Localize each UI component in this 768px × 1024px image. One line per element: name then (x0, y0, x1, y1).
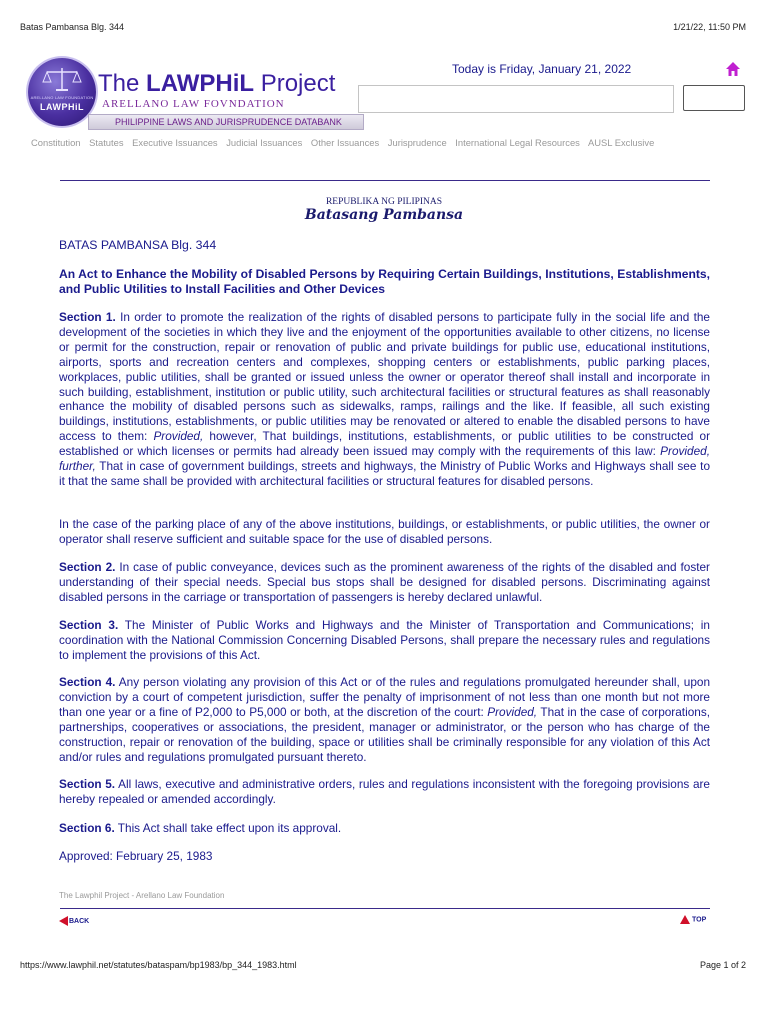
parking-paragraph (59, 517, 710, 547)
today-date: Today is Friday, January 21, 2022 (452, 62, 632, 76)
section-2-label: Section 2. (59, 560, 116, 574)
section-6-paragraph (59, 821, 710, 836)
section-5-label: Section 5. (59, 777, 116, 791)
print-footer (20, 960, 746, 974)
bottom-divider (60, 908, 710, 909)
nav-item-constitution[interactable]: Constitution (31, 137, 81, 148)
print-datetime: 1/21/22, 11:50 PM (673, 22, 746, 32)
act-number: BATAS PAMBANSA Blg. 344 (59, 238, 217, 252)
top-label: TOP (692, 916, 707, 924)
section-2-paragraph (59, 560, 710, 605)
site-subtitle: ARELLANO LAW FOVNDATION (102, 98, 285, 110)
section-5-text: All laws, executive and administrative orders, rules and regulations inconsistent with the foregoing provisions are hereby repealed or amended accordingly. (59, 777, 710, 806)
act-title: An Act to Enhance the Mobility of Disabled Persons by Requiring Certain Buildings, Institutions, Establishments, and Public Utilities to Install Facilities and Other Devices (59, 267, 710, 296)
print-header (20, 22, 746, 36)
site-tagline: PHILIPPINE LAWS AND JURISPRUDENCE DATABANK (115, 117, 342, 127)
section-1-label: Section 1. (59, 310, 116, 324)
nav-item-executive-issuances[interactable]: Executive Issuances (132, 137, 218, 148)
section-4-label: Section 4. (59, 675, 116, 689)
print-title: Batas Pambansa Blg. 344 (20, 22, 125, 32)
section-1-text-c: That in case of government buildings, streets and highways, the Ministry of Public Works and Highways shall see to it that the same shall be provided with architectural facilities or structural features for disabled persons. (59, 459, 710, 488)
print-url: https://www.lawphil.net/statutes/bataspam/bp1983/bp_344_1983.html (20, 960, 297, 970)
section-2-text: In case of public conveyance, devices such as the prominent awareness of the rights of the disabled and foster understanding of their special needs. Special bus stops shall be designed for disabled persons. Discriminating against disabled persons in the carriage or transportation of passengers is hereby declared unlawful. (59, 560, 710, 604)
nav-item-statutes[interactable]: Statutes (89, 137, 124, 148)
home-icon[interactable] (725, 61, 741, 77)
parking-text: In the case of the parking place of any of the above institutions, buildings, or establishments, or public utilities, the owner or operator shall reserve sufficient and suitable space for the use of disabled persons. (59, 517, 710, 546)
site-title (98, 70, 335, 98)
section-4-text-a: Any person violating any provision of this Act or of the rules and regulations promulgated hereunder shall, upon conviction by a court of competent jurisdiction, suffer the penalty of imprisonment of not less than one month but not more than one year or a fine of P2,000 to P5,000 or both, at the discretion of the court: (59, 675, 710, 719)
site-title-bold: LAWPHiL (146, 70, 255, 97)
section-1-provided: Provided, (153, 429, 204, 444)
section-3-text: The Minister of Public Works and Highways and the Minister of Transportation and Communications; in coordination with the National Commission Concerning Disabled Persons, shall prepare the necessary rules and regulations to implement the provisions of this Act. (59, 618, 710, 662)
search-button[interactable] (683, 85, 745, 111)
approved-date: Approved: February 25, 1983 (59, 849, 213, 863)
section-6-label: Section 6. (59, 821, 115, 835)
site-tagline-bar (88, 114, 364, 130)
top-divider (60, 180, 710, 181)
main-nav (31, 137, 660, 148)
site-title-suffix: Project (254, 70, 336, 97)
nav-item-judicial-issuances[interactable]: Judicial Issuances (226, 137, 303, 148)
batasang-pambansa-heading: Batasang Pambansa (304, 207, 464, 223)
republic-heading: REPUBLIKA NG PILIPINAS (325, 197, 443, 207)
logo-foundation-text: ARELLANO LAW FOUNDATION (30, 95, 94, 100)
back-label: BACK (69, 917, 90, 925)
nav-item-ausl-exclusive[interactable]: AUSL Exclusive (587, 137, 655, 148)
section-3-paragraph (59, 618, 710, 663)
section-4-provided: Provided, (487, 704, 538, 719)
top-link[interactable] (680, 915, 706, 924)
section-4-text-b: That in the case of corporations, partnerships, cooperatives or associations, the president, manager or administrator, or the person who has charge of the construction, repair or renovation of the building, space or utilities shall be criminally responsible for any violation of this Act and/or rules and regulations promulgated pursuant thereto. (59, 704, 710, 764)
logo-text: LAWPHiL (40, 102, 84, 112)
back-link[interactable] (59, 916, 89, 926)
back-arrow-icon (59, 916, 68, 926)
nav-item-other-issuances[interactable]: Other Issuances (310, 137, 380, 148)
site-banner[interactable] (24, 56, 354, 132)
search-input[interactable] (358, 85, 674, 113)
up-arrow-icon (680, 915, 690, 924)
nav-item-jurisprudence[interactable]: Jurisprudence (387, 137, 447, 148)
site-title-prefix: The (98, 70, 147, 97)
section-1-paragraph (59, 310, 710, 489)
section-4-paragraph (59, 675, 710, 764)
section-1-text-b: however, That buildings, institutions, establishments, or public utilities to be constructed or established or which licenses or permits had already been issued may comply with the requirements of this law: (59, 429, 711, 459)
lawphil-logo (28, 58, 96, 126)
scales-of-justice-icon (42, 66, 82, 92)
section-3-label: Section 3. (59, 618, 119, 632)
nav-item-international-legal-resources[interactable]: International Legal Resources (455, 137, 580, 148)
print-page-number: Page 1 of 2 (699, 960, 746, 970)
section-5-paragraph (59, 777, 710, 807)
section-1-provided-further: Provided, further, (59, 444, 710, 474)
section-6-text: This Act shall take effect upon its approval. (114, 821, 342, 835)
footer-credit: The Lawphil Project - Arellano Law Foundation (59, 891, 225, 900)
section-1-text-a: In order to promote the realization of the rights of disabled persons to participate fully in the social life and the development of the societies in which they live and the enjoyment of the opportunities available to other citizens, no license or permit for the construction, repair or renovation of public and private buildings for public use, educational institutions, airports, sports and recreation centers and complexes, shopping centers or establishments, public parking places, workplaces, public utilities, shall be granted or issued unless the owner or operator thereof shall install and incorporate in such building, establishment, institution or public utility, such architectural facilities or structural features as shall reasonably enhance the mobility of disabled persons such as sidewalks, ramps, railings and the like. If feasible, all such existing buildings, institutions, establishments, or public utilities may be renovated or altered to enable the disabled persons to have access to them: (59, 310, 710, 444)
